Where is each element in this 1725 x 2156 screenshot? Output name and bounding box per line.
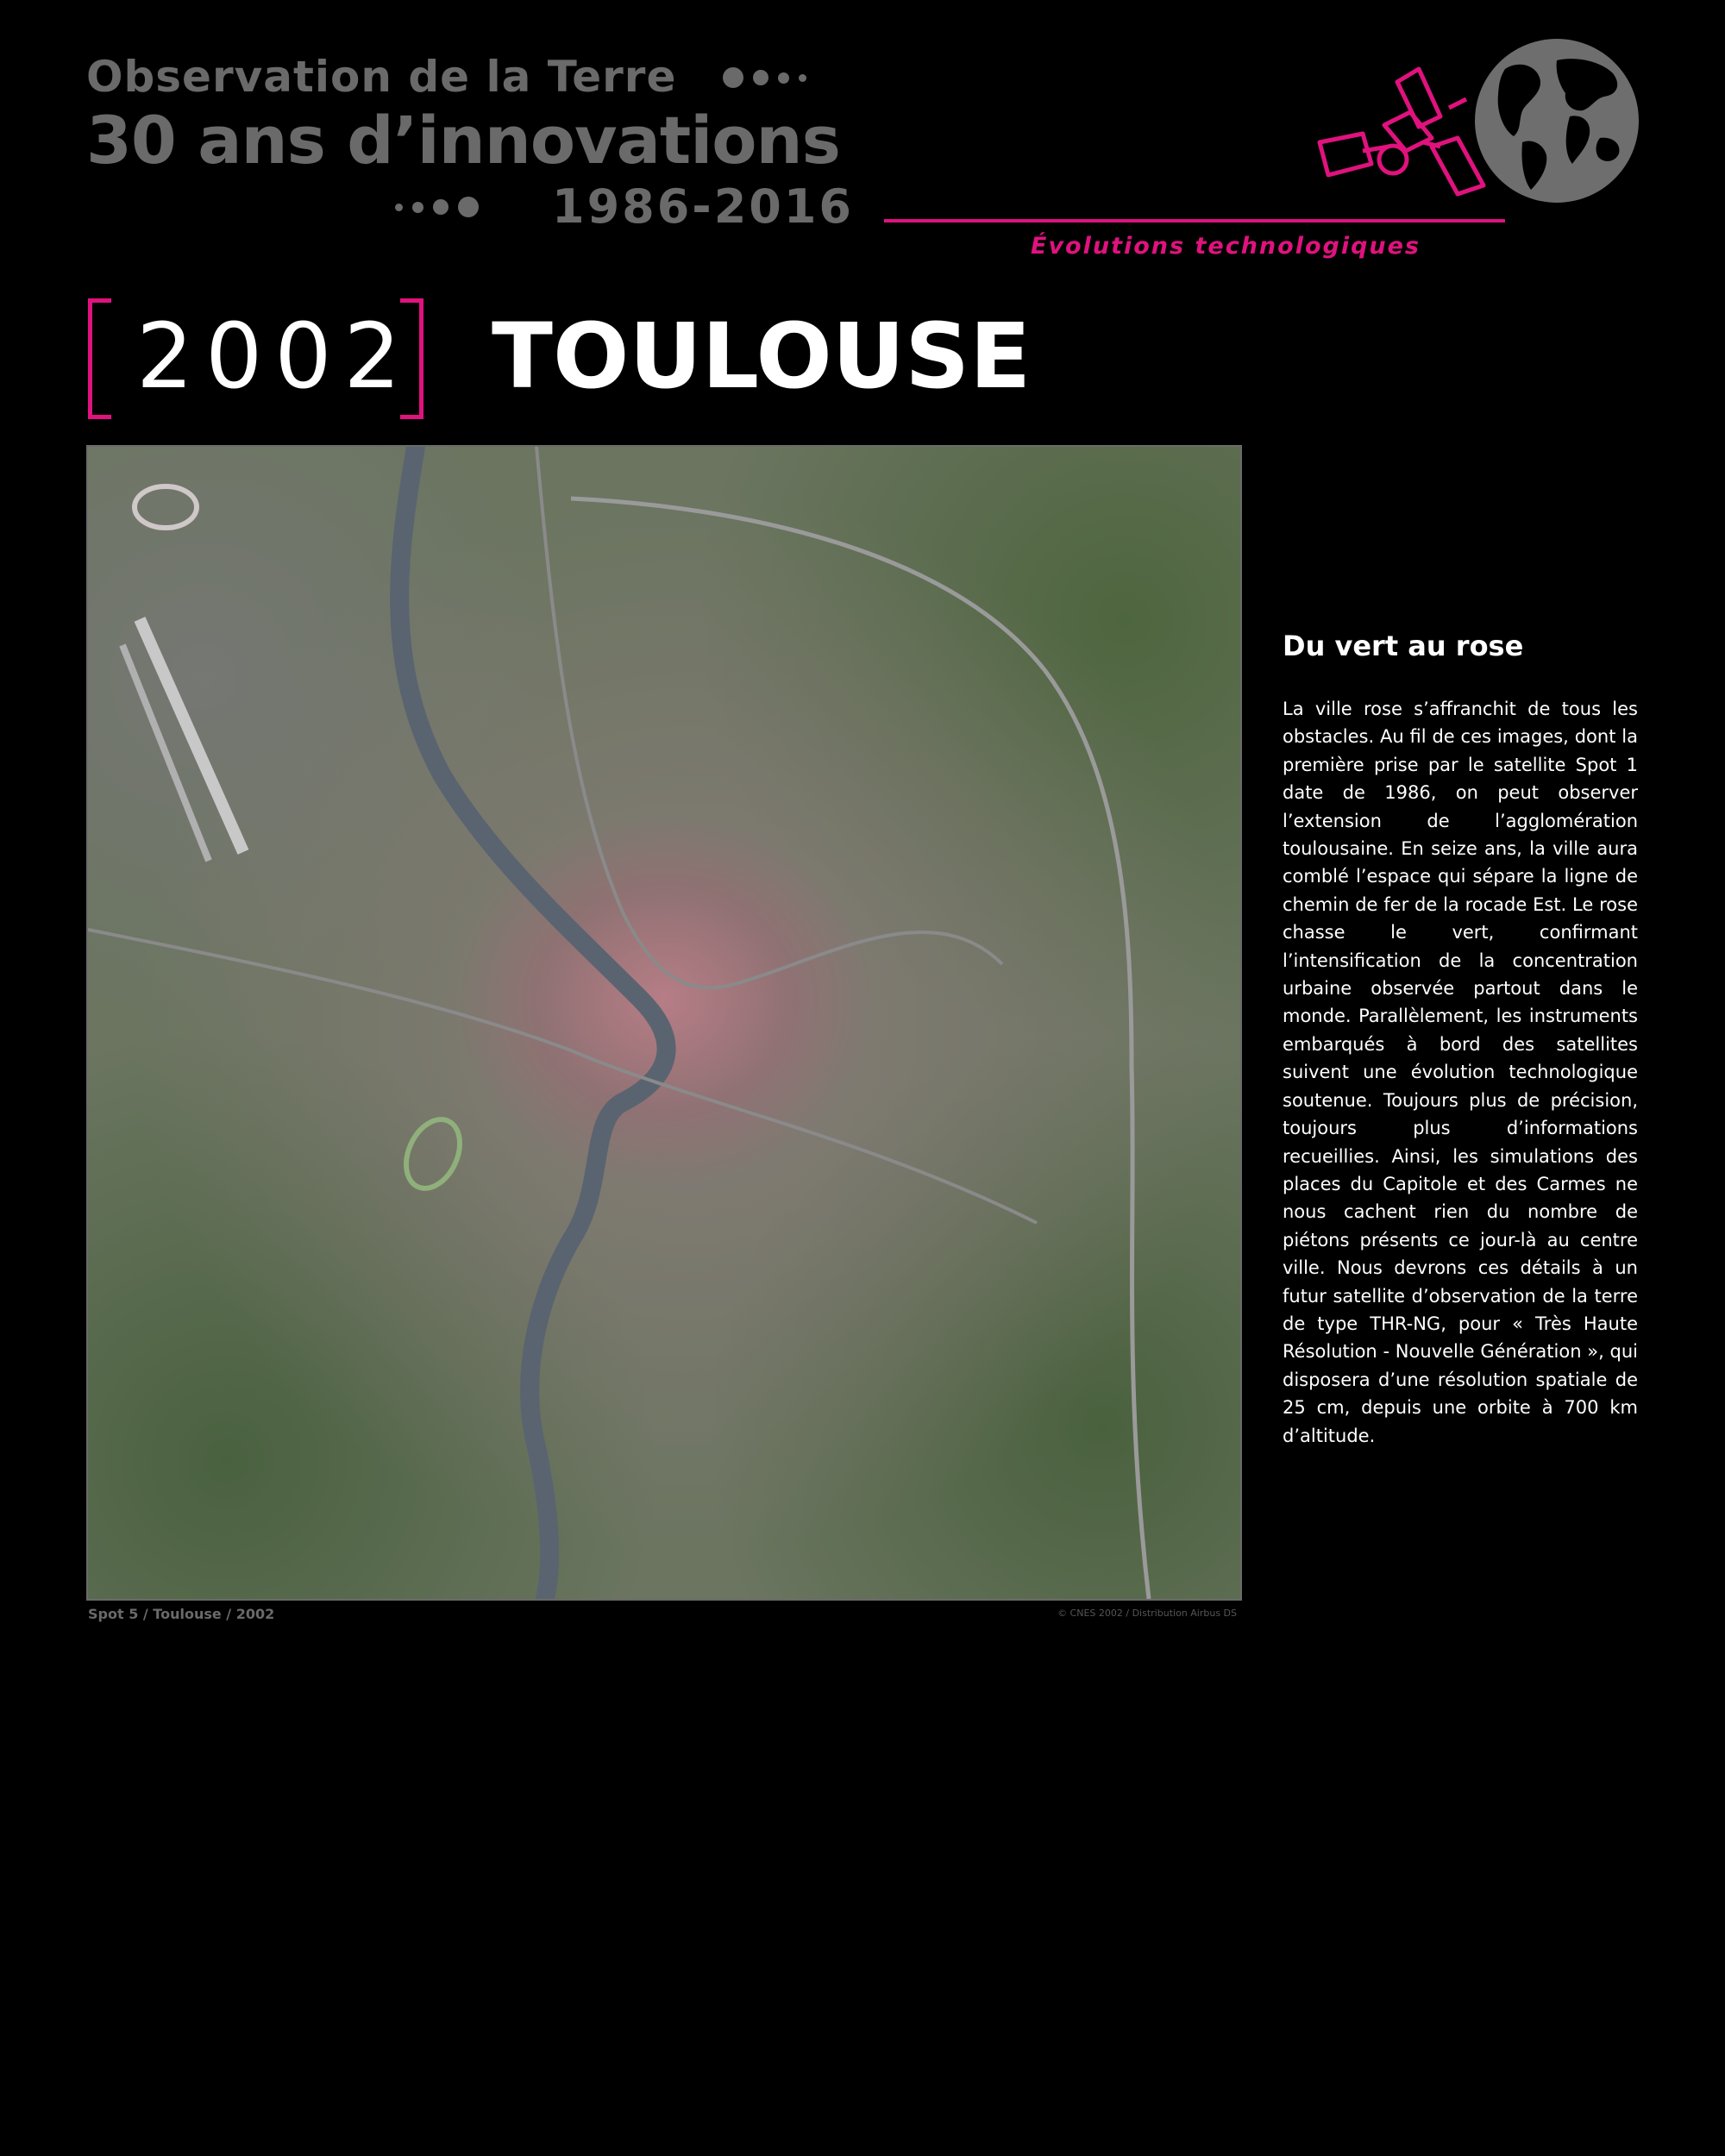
header-dots-decoration [723, 67, 806, 88]
title-bracket-right [400, 298, 423, 419]
image-caption: Spot 5 / Toulouse / 2002 [88, 1606, 275, 1622]
article-heading: Du vert au rose [1283, 630, 1524, 662]
title-city: TOULOUSE [492, 304, 1032, 409]
title-year: 2002 [136, 304, 413, 409]
header-line1: Observation de la Terre [86, 52, 677, 102]
header-subtitle: Évolutions technologiques [1031, 233, 1421, 260]
header-years: 1986-2016 [552, 179, 854, 234]
title-bracket-left [88, 298, 111, 419]
article-body: La ville rose s’affranchit de tous les obstacles. Au fil de ces images, dont la première prise par le satellite Spot 1 date de 1986, on peut observer l’extension de l’agglomération toulousaine. En seize ans, la ville aura comblé l’espace qui sépare la ligne de chemin de fer de la rocade Est. Le rose chasse le vert, confirmant l’intensification de la concentration urbaine observée partout dans le monde. Parallèlement, les instruments embarqués à bord des satellites suivent une évolution technologique soutenue. Toujours plus de précision, toujours plus d’informations recueillies. Ainsi, les simulations des places du Capitole et des Carmes ne nous cachent rien du nombre de piétons présents ce jour-là au centre ville. Nous devrons ces détails à un futur satellite d’observation de la terre de type THR-NG, pour « Très Haute Résolution - Nouvelle Génération », qui disposera d’une résolution spatiale de 25 cm, depuis une orbite à 700 km d’altitude. [1283, 699, 1638, 1446]
years-dots-decoration [395, 197, 479, 217]
globe-icon [1471, 34, 1643, 207]
header-accent-line [884, 219, 1505, 222]
header-line2: 30 ans d’innovations [86, 102, 840, 179]
satellite-image [86, 445, 1242, 1601]
image-credit: © CNES 2002 / Distribution Airbus DS [1057, 1608, 1237, 1619]
